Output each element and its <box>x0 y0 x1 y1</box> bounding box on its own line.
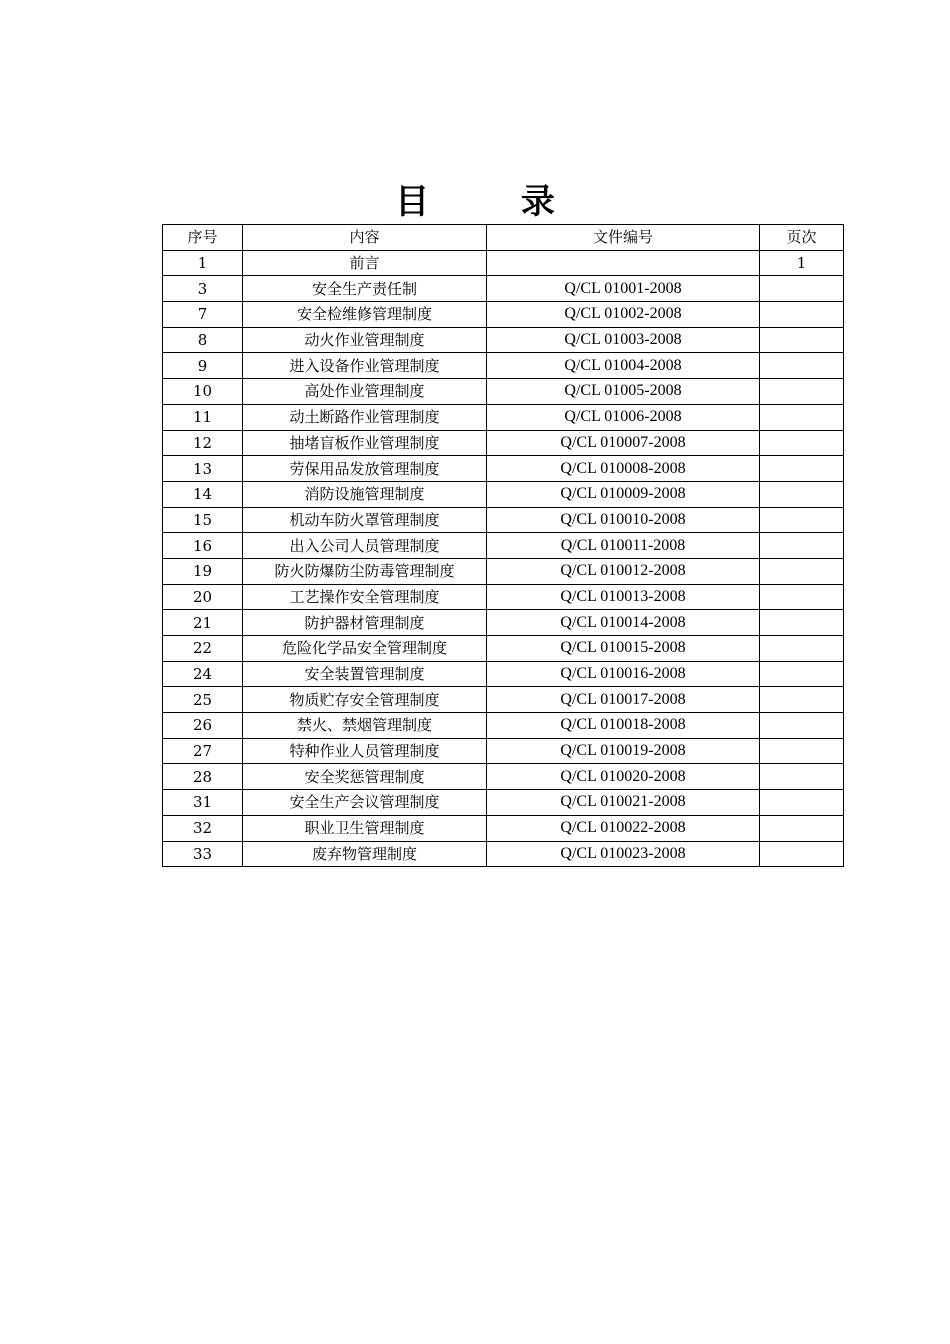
header-content: 内容 <box>243 225 487 251</box>
row-num: 14 <box>163 481 243 507</box>
row-content: 安全奖惩管理制度 <box>243 764 487 790</box>
row-file-code: Q/CL 01004-2008 <box>487 353 760 379</box>
table-row <box>163 687 844 713</box>
row-file-code: Q/CL 01003-2008 <box>487 327 760 353</box>
row-page <box>760 738 844 764</box>
table-row <box>163 404 844 430</box>
table-row <box>163 481 844 507</box>
table-row <box>163 379 844 405</box>
row-file-code: Q/CL 010019-2008 <box>487 738 760 764</box>
row-content: 职业卫生管理制度 <box>243 815 487 841</box>
row-num: 11 <box>163 404 243 430</box>
table-row <box>163 456 844 482</box>
row-file-code: Q/CL 010021-2008 <box>487 790 760 816</box>
row-page <box>760 636 844 662</box>
row-file-code: Q/CL 010013-2008 <box>487 584 760 610</box>
row-num: 3 <box>163 276 243 302</box>
table-header-row <box>163 225 844 251</box>
table-row <box>163 276 844 302</box>
row-content: 特种作业人员管理制度 <box>243 738 487 764</box>
row-file-code: Q/CL 01005-2008 <box>487 379 760 405</box>
row-content: 高处作业管理制度 <box>243 379 487 405</box>
row-page <box>760 327 844 353</box>
row-num: 16 <box>163 533 243 559</box>
row-page <box>760 790 844 816</box>
page-title: 目 录 <box>395 182 595 222</box>
row-num: 24 <box>163 661 243 687</box>
toc-table <box>162 224 844 867</box>
row-num: 27 <box>163 738 243 764</box>
row-content: 物质贮存安全管理制度 <box>243 687 487 713</box>
row-file-code: Q/CL 010020-2008 <box>487 764 760 790</box>
table-row <box>163 507 844 533</box>
row-content: 安全生产会议管理制度 <box>243 790 487 816</box>
row-content: 防火防爆防尘防毒管理制度 <box>243 558 487 584</box>
row-page <box>760 533 844 559</box>
row-content: 劳保用品发放管理制度 <box>243 456 487 482</box>
row-num: 1 <box>163 250 243 276</box>
table-row <box>163 636 844 662</box>
row-page <box>760 764 844 790</box>
row-content: 安全检维修管理制度 <box>243 302 487 328</box>
row-file-code <box>487 250 760 276</box>
row-content: 动火作业管理制度 <box>243 327 487 353</box>
row-page <box>760 713 844 739</box>
row-page <box>760 841 844 867</box>
row-num: 28 <box>163 764 243 790</box>
row-file-code: Q/CL 010023-2008 <box>487 841 760 867</box>
table-row <box>163 713 844 739</box>
row-num: 22 <box>163 636 243 662</box>
toc-body <box>163 250 844 867</box>
row-num: 32 <box>163 815 243 841</box>
row-page <box>760 815 844 841</box>
header-num: 序号 <box>163 225 243 251</box>
row-content: 危险化学品安全管理制度 <box>243 636 487 662</box>
row-num: 19 <box>163 558 243 584</box>
row-num: 9 <box>163 353 243 379</box>
row-content: 安全装置管理制度 <box>243 661 487 687</box>
row-file-code: Q/CL 010016-2008 <box>487 661 760 687</box>
row-page <box>760 584 844 610</box>
row-num: 13 <box>163 456 243 482</box>
row-content: 消防设施管理制度 <box>243 481 487 507</box>
row-num: 26 <box>163 713 243 739</box>
table-row <box>163 327 844 353</box>
row-num: 20 <box>163 584 243 610</box>
table-row <box>163 790 844 816</box>
table-row <box>163 661 844 687</box>
row-num: 15 <box>163 507 243 533</box>
table-row <box>163 815 844 841</box>
table-row <box>163 533 844 559</box>
row-page <box>760 507 844 533</box>
row-content: 禁火、禁烟管理制度 <box>243 713 487 739</box>
row-file-code: Q/CL 010022-2008 <box>487 815 760 841</box>
row-file-code: Q/CL 010009-2008 <box>487 481 760 507</box>
row-page <box>760 353 844 379</box>
row-page <box>760 661 844 687</box>
row-num: 25 <box>163 687 243 713</box>
table-row <box>163 738 844 764</box>
row-content: 前言 <box>243 250 487 276</box>
row-num: 10 <box>163 379 243 405</box>
row-num: 8 <box>163 327 243 353</box>
header-code: 文件编号 <box>487 225 760 251</box>
row-content: 进入设备作业管理制度 <box>243 353 487 379</box>
row-content: 机动车防火罩管理制度 <box>243 507 487 533</box>
table-row <box>163 430 844 456</box>
header-page: 页次 <box>760 225 844 251</box>
row-page <box>760 430 844 456</box>
row-content: 抽堵盲板作业管理制度 <box>243 430 487 456</box>
row-page <box>760 302 844 328</box>
row-file-code: Q/CL 010012-2008 <box>487 558 760 584</box>
table-row <box>163 353 844 379</box>
row-file-code: Q/CL 01006-2008 <box>487 404 760 430</box>
row-num: 21 <box>163 610 243 636</box>
row-page <box>760 404 844 430</box>
table-row <box>163 302 844 328</box>
row-content: 安全生产责任制 <box>243 276 487 302</box>
row-file-code: Q/CL 010008-2008 <box>487 456 760 482</box>
row-num: 12 <box>163 430 243 456</box>
row-page <box>760 379 844 405</box>
row-content: 防护器材管理制度 <box>243 610 487 636</box>
row-page: 1 <box>760 250 844 276</box>
row-page <box>760 481 844 507</box>
row-file-code: Q/CL 010011-2008 <box>487 533 760 559</box>
row-num: 33 <box>163 841 243 867</box>
row-content: 出入公司人员管理制度 <box>243 533 487 559</box>
table-row <box>163 764 844 790</box>
table-row <box>163 610 844 636</box>
row-file-code: Q/CL 01002-2008 <box>487 302 760 328</box>
row-page <box>760 687 844 713</box>
table-row <box>163 250 844 276</box>
table-row <box>163 558 844 584</box>
row-page <box>760 610 844 636</box>
row-content: 废弃物管理制度 <box>243 841 487 867</box>
row-file-code: Q/CL 01001-2008 <box>487 276 760 302</box>
row-page <box>760 276 844 302</box>
row-num: 7 <box>163 302 243 328</box>
row-file-code: Q/CL 010007-2008 <box>487 430 760 456</box>
row-page <box>760 558 844 584</box>
row-num: 31 <box>163 790 243 816</box>
table-row <box>163 841 844 867</box>
row-file-code: Q/CL 010018-2008 <box>487 713 760 739</box>
row-file-code: Q/CL 010014-2008 <box>487 610 760 636</box>
row-file-code: Q/CL 010017-2008 <box>487 687 760 713</box>
row-content: 工艺操作安全管理制度 <box>243 584 487 610</box>
row-page <box>760 456 844 482</box>
row-content: 动土断路作业管理制度 <box>243 404 487 430</box>
row-file-code: Q/CL 010010-2008 <box>487 507 760 533</box>
table-row <box>163 584 844 610</box>
row-file-code: Q/CL 010015-2008 <box>487 636 760 662</box>
